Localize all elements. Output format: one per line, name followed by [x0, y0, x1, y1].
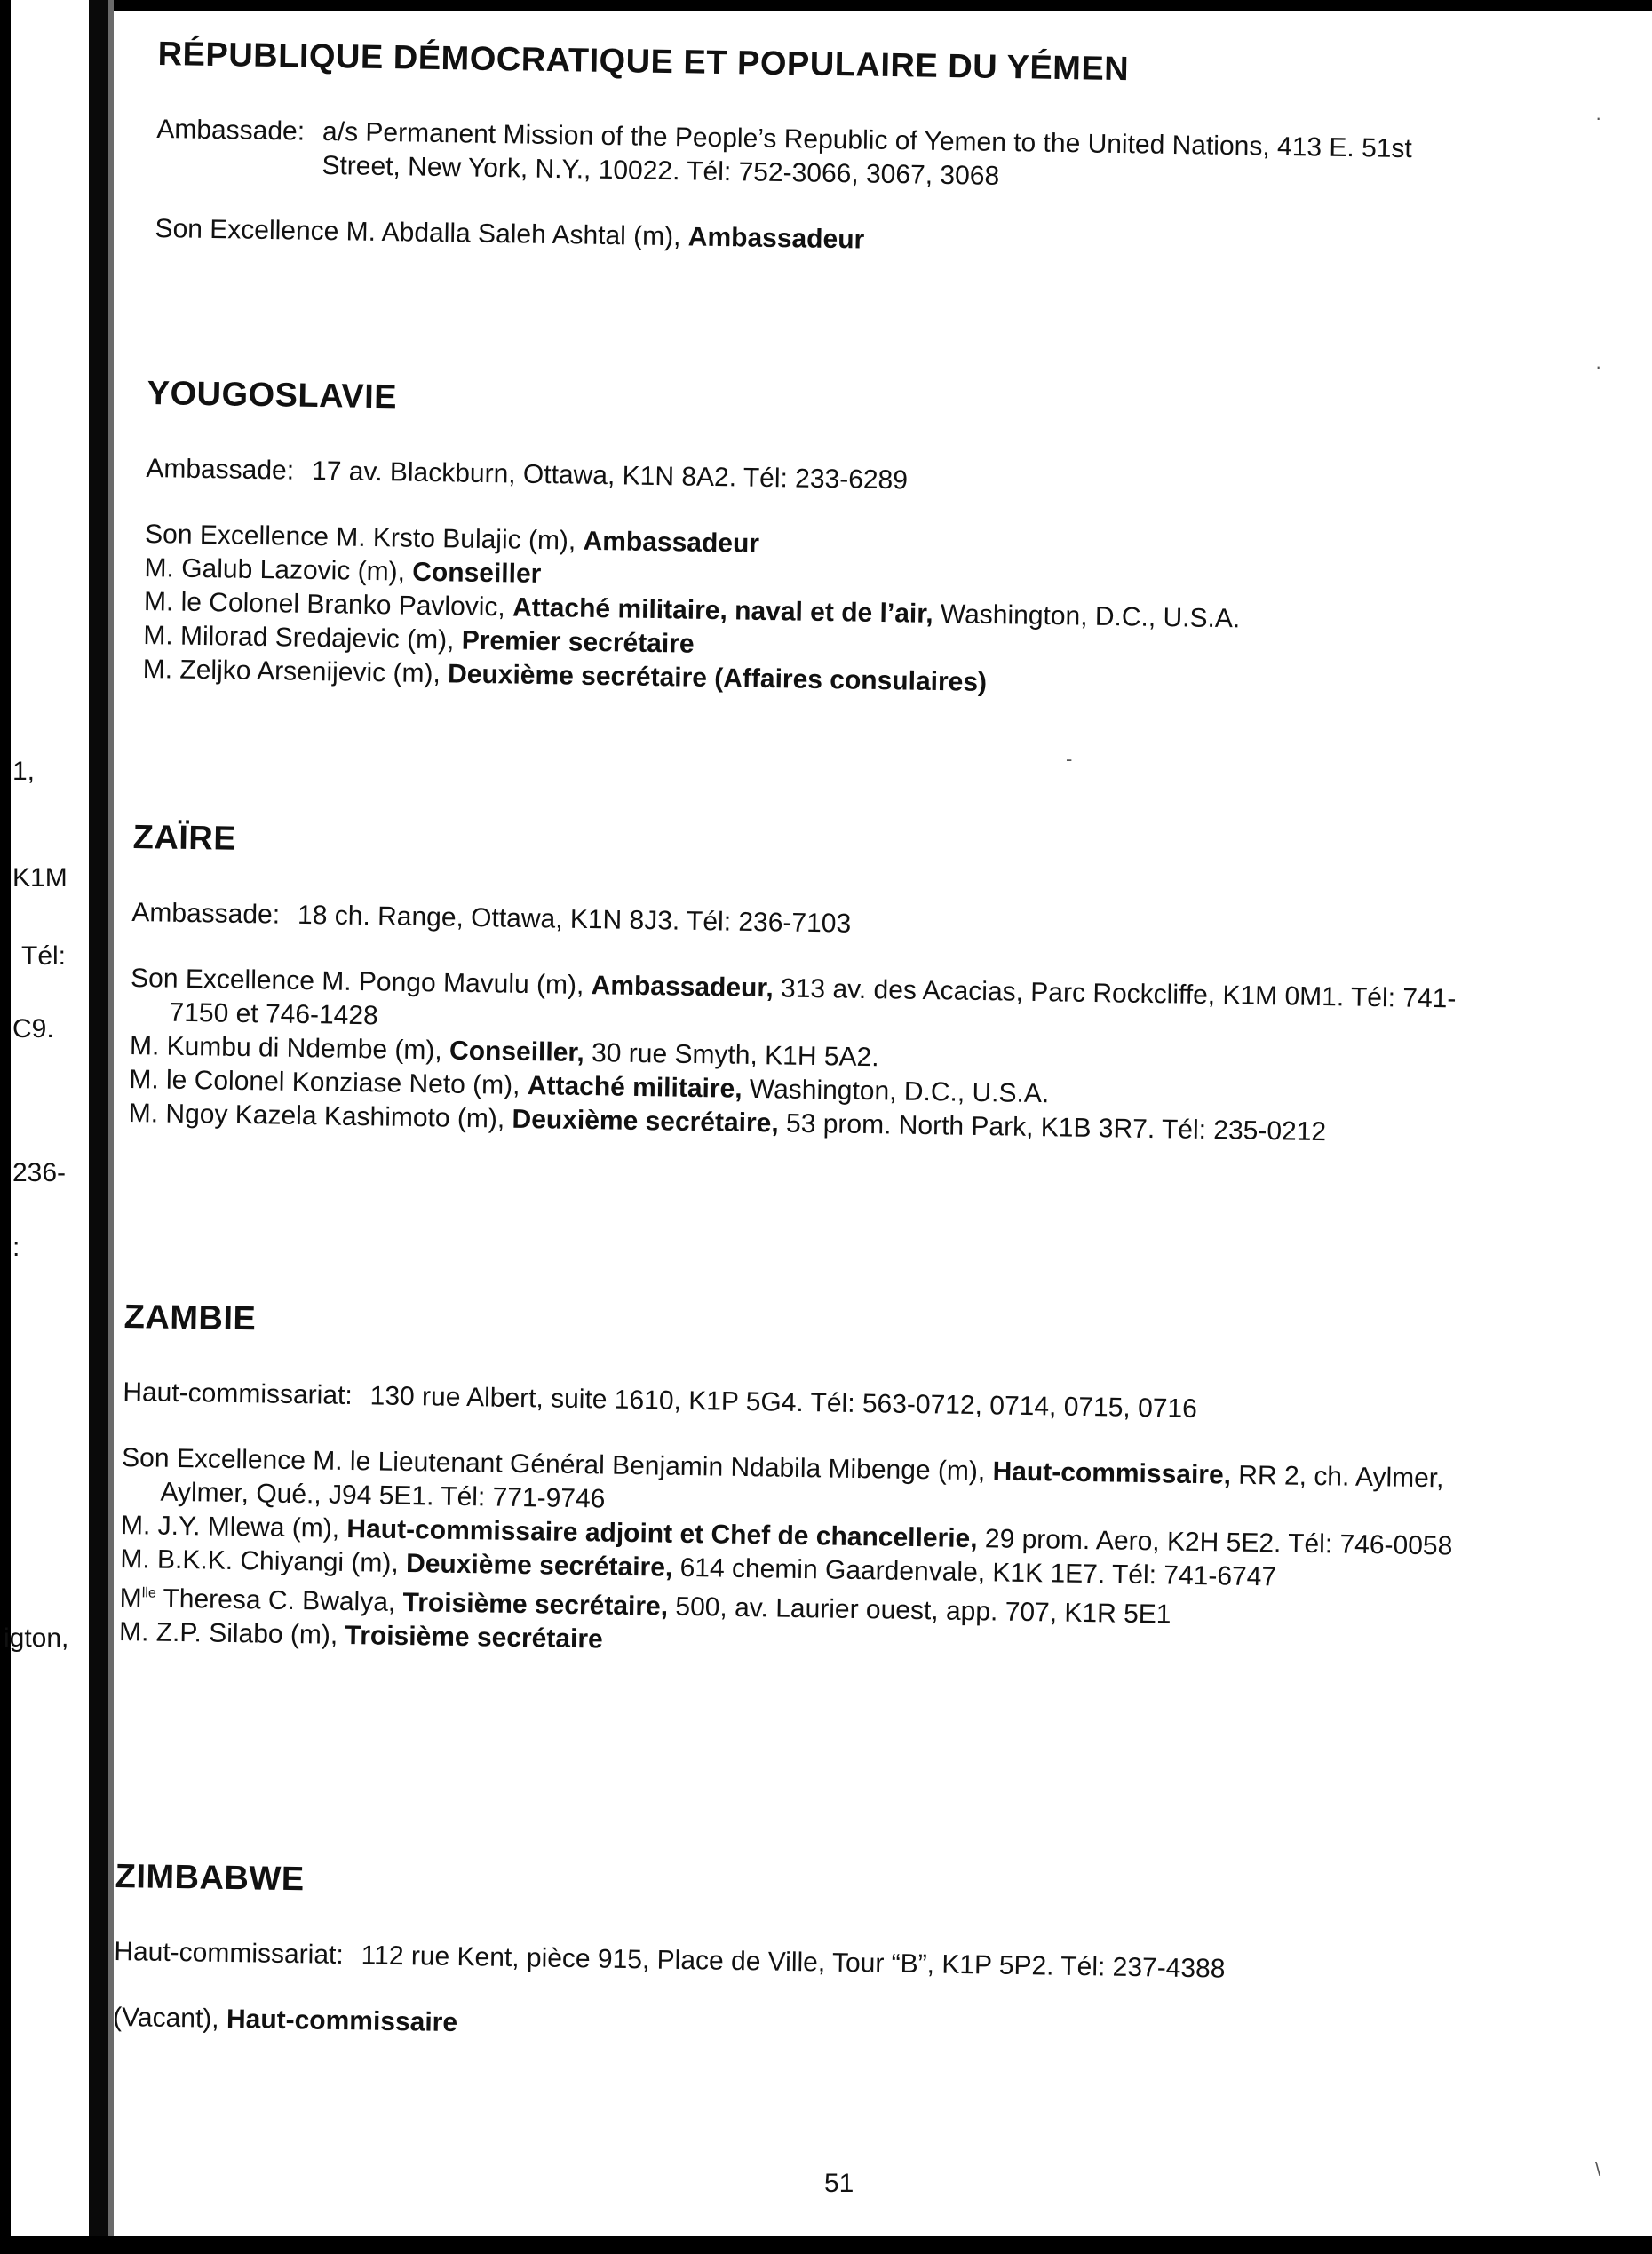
margin-fragment: :: [12, 1233, 20, 1262]
staff-details: 500, av. Laurier ouest, app. 707, K1R 5E1: [667, 1591, 1171, 1630]
section-title: RÉPUBLIQUE DÉMOCRATIQUE ET POPULAIRE DU YÉMEN: [157, 36, 1130, 89]
staff-title: Troisième secrétaire: [345, 1620, 603, 1655]
margin-fragment: Tél:: [21, 941, 67, 971]
scan-speck: \: [1595, 2158, 1601, 2180]
scan-speck: ·: [1595, 107, 1602, 129]
address-label: Haut-commissariat:: [114, 1936, 344, 1971]
staff-name: M. Ngoy Kazela Kashimoto (m),: [128, 1098, 512, 1134]
address-label: Ambassade:: [146, 453, 295, 486]
page-number: 51: [824, 2169, 854, 2198]
staff-title: Attaché militaire,: [527, 1071, 743, 1104]
section-title: YOUGOSLAVIE: [147, 375, 398, 417]
section-zimbabwe: [113, 1858, 1451, 2056]
staff-name: M. le Colonel Konziase Neto (m),: [129, 1064, 528, 1101]
section-title: ZIMBABWE: [115, 1858, 305, 1899]
staff-title: Haut-commissaire adjoint et Chef de chancellerie,: [346, 1513, 978, 1554]
section-yemen: [155, 36, 1494, 267]
staff-name: Son Excellence M. Krsto Bulajic (m),: [144, 519, 584, 556]
section-zambie: [119, 1298, 1460, 1671]
staff-title: Haut-commissaire: [226, 2004, 458, 2038]
address-label: Ambassade:: [131, 897, 281, 930]
staff-title: Ambassadeur,: [591, 971, 774, 1004]
staff-name: M. le Colonel Branko Pavlovic,: [143, 586, 513, 623]
address-label: Ambassade:: [156, 114, 306, 147]
staff-details: 614 chemin Gaardenvale, K1K 1E7. Tél: 741-6747: [672, 1552, 1277, 1592]
staff-name: M. B.K.K. Chiyangi (m),: [120, 1544, 407, 1579]
address-text: a/s Permanent Mission of the People’s Republic of Yemen to the United Nations, 413 E. 51st Street, New York, N.Y., 10022. Tél: 752-3066, 3067, 3068: [322, 116, 1413, 191]
staff-details: 53 prom. North Park, K1B 3R7. Tél: 235-0212: [778, 1108, 1327, 1147]
staff-name: M. Milorad Sredajevic (m),: [143, 620, 463, 655]
address-text: 18 ch. Range, Ottawa, K1N 8J3. Tél: 236-7103: [297, 900, 852, 939]
address-text: 17 av. Blackburn, Ottawa, K1N 8A2. Tél: 233-6289: [311, 456, 909, 496]
staff-title: Haut-commissaire,: [992, 1456, 1232, 1490]
staff-title: Premier secrétaire: [461, 625, 695, 659]
scan-top-edge: [89, 0, 1652, 11]
margin-fragment: C9.: [12, 1014, 54, 1044]
margin-fragment: igton,: [4, 1623, 69, 1653]
address-block: [155, 113, 1453, 201]
staff-name: (Vacant),: [112, 2002, 227, 2034]
margin-fragment: K1M: [12, 863, 68, 893]
staff-name: M. Kumbu di Ndembe (m),: [129, 1030, 450, 1066]
staff-title: Conseiller,: [449, 1036, 585, 1068]
staff-title: Troisième secrétaire,: [402, 1587, 669, 1622]
staff-details: Washington, D.C., U.S.A.: [742, 1074, 1050, 1109]
staff-details: 313 av. des Acacias, Parc Rockcliffe, K1M 0M1. Tél: 741-7150 et 746-1428: [169, 973, 1457, 1031]
address-block: [114, 1935, 1410, 1989]
staff-details: 29 prom. Aero, K2H 5E2. Tél: 746-0058: [977, 1524, 1453, 1561]
scan-speck: -: [1066, 748, 1073, 770]
staff-title: Deuxième secrétaire,: [512, 1104, 779, 1139]
staff-details: 30 rue Smyth, K1H 5A2.: [584, 1038, 879, 1073]
scan-spine-edge: [0, 0, 11, 2254]
section-title: ZAMBIE: [123, 1298, 257, 1338]
staff-name: Son Excellence M. le Lieutenant Général Benjamin Ndabila Mibenge (m),: [121, 1442, 993, 1487]
margin-fragment: 236-: [12, 1158, 67, 1187]
address-block: [146, 452, 1442, 506]
staff-entry: [113, 2001, 1449, 2056]
staff-name: Theresa C. Bwalya,: [163, 1583, 403, 1617]
scan-bottom-edge: [0, 2236, 1652, 2254]
staff-name: Son Excellence M. Abdalla Saleh Ashtal (m),: [155, 213, 689, 252]
staff-details: Washington, D.C., U.S.A.: [933, 599, 1241, 634]
staff-title: Deuxième secrétaire,: [405, 1549, 673, 1583]
staff-name: M. Galub Lazovic (m),: [144, 552, 413, 587]
document-page: [114, 11, 1652, 2236]
staff-title: Conseiller: [412, 557, 542, 589]
staff-name: M. Zeljko Arsenijevic (m),: [142, 654, 449, 689]
section-zaire: [128, 819, 1468, 1152]
staff-details: RR 2, ch. Aylmer, Aylmer, Qué., J94 5E1. Tél: 771-9746: [160, 1460, 1444, 1514]
staff-honorific-superscript: lle: [141, 1585, 156, 1601]
staff-title: Ambassadeur: [583, 526, 760, 559]
address-text: 130 rue Albert, suite 1610, K1P 5G4. Tél: 563-0712, 0714, 0715, 0716: [369, 1381, 1198, 1424]
staff-honorific: M: [119, 1583, 142, 1614]
scan-speck: ·: [1595, 355, 1602, 377]
staff-title: Attaché militaire, naval et de l’air,: [512, 592, 933, 629]
staff-title: Deuxième secrétaire (Affaires consulaires): [447, 659, 988, 697]
address-block: [131, 896, 1428, 950]
staff-entry: [155, 212, 1490, 267]
scan-gutter: [89, 0, 108, 2254]
staff-name: M. Z.P. Silabo (m),: [118, 1616, 345, 1650]
section-yougoslavie: [142, 375, 1482, 708]
margin-fragment: 1,: [12, 757, 36, 786]
staff-title: Ambassadeur: [687, 222, 865, 255]
staff-name: M. J.Y. Mlewa (m),: [120, 1510, 347, 1544]
address-text: 112 rue Kent, pièce 915, Place de Ville, Tour “B”, K1P 5P2. Tél: 237-4388: [361, 1941, 1226, 1984]
section-title: ZAÏRE: [132, 819, 237, 858]
address-label: Haut-commissariat:: [123, 1377, 353, 1411]
address-block: [123, 1376, 1419, 1430]
staff-name: Son Excellence M. Pongo Mavulu (m),: [130, 963, 592, 1001]
